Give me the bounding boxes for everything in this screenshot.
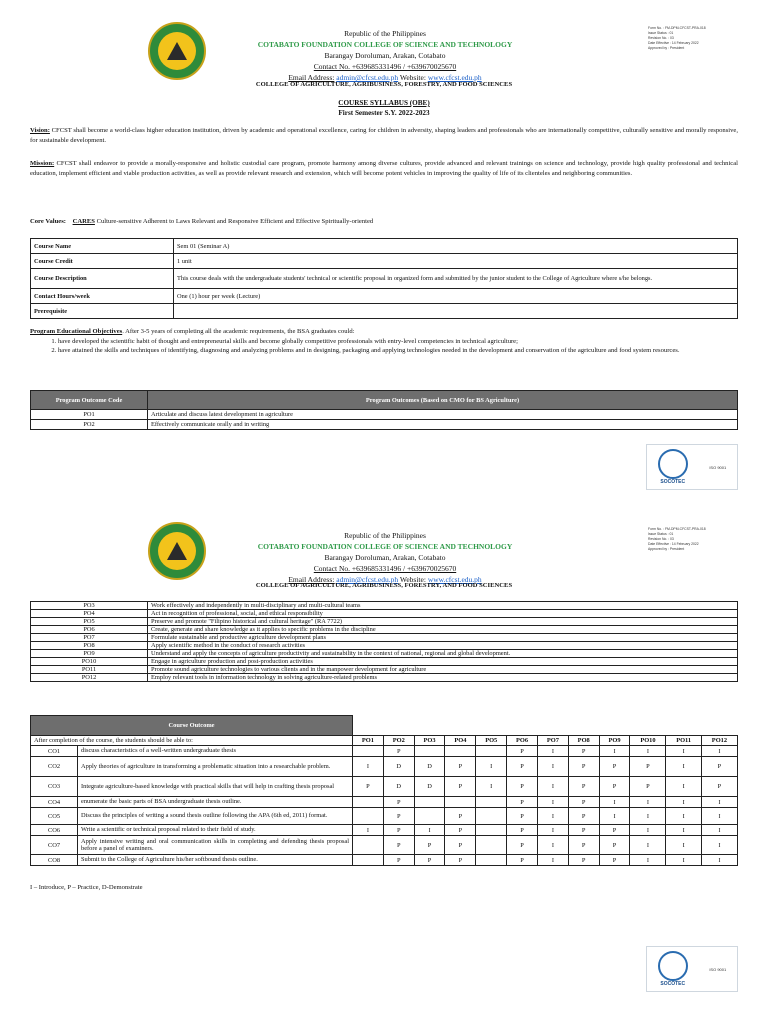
po-mapping-cell: P [445,757,476,777]
table-row [31,808,738,825]
po-mapping-cell [353,808,384,825]
college-seal-logo [148,22,206,80]
co-code: CO7 [31,836,78,855]
po-mapping-cell [476,746,507,757]
iso-certification-badge-2: SOCOTEC ISO 9001 [646,946,738,992]
po-mapping-cell [476,855,507,866]
co-description: Submit to the College of Agriculture his/her softbound thesis outline. [78,855,353,866]
po-mapping-cell: P [630,777,666,797]
po-mapping-cell: I [599,746,630,757]
contact-line: Contact No. +639685331496 / +639670025670 [313,62,457,71]
po-mapping-cell: P [701,777,737,797]
po-mapping-cell: P [568,825,599,836]
po-mapping-cell: I [537,777,568,797]
iso-certification-badge: SOCOTEC ISO 9001 [646,444,738,490]
po-mapping-cell: P [630,757,666,777]
po-mapping-cell: P [414,855,445,866]
table-row: PO4 Act in recognition of professional, social, and ethical responsibility [31,610,738,618]
co-description: Apply theories of agriculture in transforming a problematic situation into a researchable problem. [78,757,353,777]
table-row [31,836,738,855]
po-mapping-cell [414,746,445,757]
po-mapping-cell: I [701,825,737,836]
email-website-line: Email Address: admin@cfcst.edu.ph Website: www.cfcst.edu.ph [288,73,482,82]
certification-seal-icon [658,449,688,479]
po-mapping-cell: D [414,777,445,797]
po-mapping-cell: P [383,808,414,825]
po-mapping-cell: I [630,797,666,808]
po-mapping-cell [414,808,445,825]
co-code: CO5 [31,808,78,825]
po-mapping-cell: I [630,746,666,757]
po-mapping-cell [353,746,384,757]
institution-name: COTABATO FOUNDATION COLLEGE OF SCIENCE AND TECHNOLOGY [257,40,513,49]
po-mapping-cell: I [666,746,701,757]
table-row [31,855,738,866]
po-mapping-cell: I [666,855,701,866]
po-mapping-cell: P [568,777,599,797]
po-mapping-cell: P [353,777,384,797]
co-description: Discuss the principles of writing a sound thesis outline following the APA (6th ed, 2011) format. [78,808,353,825]
po-mapping-cell: I [701,797,737,808]
po-mapping-cell: I [701,836,737,855]
po-mapping-cell: P [445,855,476,866]
co-description: discuss characteristics of a well-written undergraduate thesis [78,746,353,757]
college-name: COLLEGE OF AGRICULTURE, AGRIBUSINESS, FORESTRY, AND FOOD SCIENCES [255,81,513,88]
table-row: PO7 Formulate sustainable and productive agriculture development plans [31,634,738,642]
po-mapping-cell: P [599,777,630,797]
po-mapping-cell: I [537,825,568,836]
po-mapping-cell: P [383,855,414,866]
po-mapping-cell [476,825,507,836]
letterhead [220,28,550,83]
po-mapping-cell: P [383,836,414,855]
po-mapping-cell: D [383,757,414,777]
table-row: Contact Hours/week One (1) hour per week (Lecture) [31,289,738,304]
po-mapping-cell: P [701,757,737,777]
list-item: 1. have developed the scientific habit of thought and entrepreneurial skills and become globally competitive professionals with entry-level competencies in technical agriculture; [58,337,738,346]
po-mapping-cell: P [414,836,445,855]
po-mapping-cell: P [599,836,630,855]
peo-list [30,337,738,355]
po-mapping-cell: I [537,808,568,825]
po-mapping-cell: I [537,797,568,808]
syllabus-title: COURSE SYLLABUS (OBE) First Semester S.Y. 2022-2023 [338,99,430,117]
table-row: PO2 Effectively communicate orally and in writing [31,420,738,430]
po-mapping-cell: P [507,825,538,836]
co-description: Integrate agriculture-based knowledge with practical skills that will help in crafting thesis proposal [78,777,353,797]
website-link[interactable]: www.cfcst.edu.ph [427,73,482,82]
table-row: PO9 Understand and apply the concepts of agriculture productivity and sustainability in the context of national, regional and global development. [31,650,738,658]
po-mapping-cell: I [414,825,445,836]
table-row [31,825,738,836]
core-values: Core Values: CARES Culture-sensitive Adherent to Laws Relevant and Responsive Efficient and Effective Spiritually-oriented [30,218,374,225]
republic-line: Republic of the Philippines [344,29,426,38]
po-mapping-cell: P [445,777,476,797]
po-mapping-cell: P [568,797,599,808]
table-row: PO11 Promote sound agriculture technologies to various clients and in the manpower development for agriculture [31,666,738,674]
po-mapping-cell: I [666,825,701,836]
po-mapping-cell: P [507,808,538,825]
website-link-2[interactable]: www.cfcst.edu.ph [427,575,482,584]
po-mapping-cell: P [568,836,599,855]
table-row: PO3 Work effectively and independently in multi-disciplinary and multi-cultural teams [31,602,738,610]
po-mapping-cell: P [445,808,476,825]
po-mapping-cell: D [383,777,414,797]
po-mapping-cell: P [599,825,630,836]
po-mapping-cell: I [701,808,737,825]
po-mapping-cell: I [353,757,384,777]
po-mapping-cell: I [666,797,701,808]
co-description: Apply intensive writing and oral communication skills in completing and defending thesis proposal before a panel of examiners. [78,836,353,855]
po-mapping-cell: P [445,825,476,836]
certification-seal-icon [658,951,688,981]
table-row: Course Credit 1 unit [31,254,738,269]
po-table-page1 [30,390,738,430]
po-mapping-cell: P [507,757,538,777]
po-table-page2 [30,601,738,682]
po-mapping-cell: P [599,757,630,777]
vision-paragraph: Vision: CFCST shall become a world-class higher education institution, driven by academic and operational excellence, caring for children in adversity, shaping leaders and professionals who are internationally competitive, culturally sensitive and morally responsive, for sustainable development. [30,127,738,144]
course-info-table [30,238,738,319]
table-row: PO12 Employ relevant tools in information technology in solving agriculture-related problems [31,674,738,682]
co-code: CO8 [31,855,78,866]
table-row: PO8 Apply scientific method in the conduct of research activities [31,642,738,650]
co-code: CO4 [31,797,78,808]
po-mapping-cell: P [507,855,538,866]
co-rows [31,746,738,866]
table-row: Prerequisite [31,304,738,319]
co-code: CO3 [31,777,78,797]
po-mapping-cell: I [701,855,737,866]
table-row: Course Name Sem 01 (Seminar A) [31,239,738,254]
letterhead-2: Republic of the Philippines COTABATO FOUNDATION COLLEGE OF SCIENCE AND TECHNOLOGY Barangay Doroluman, Arakan, Cotabato Contact No. +639685331496 / +639670025670 Email Address: admin@cfcst.edu.ph Website: www.cfcst.edu.ph [257,531,513,584]
table-row: After completion of the course, the students should be able to: PO1 PO2 PO3 PO4 PO5 PO6 PO7 PO8 PO9 PO10 PO11 PO12 [31,736,738,746]
po-mapping-cell: I [701,746,737,757]
po-mapping-cell: I [537,855,568,866]
po-mapping-cell: I [476,777,507,797]
po-mapping-cell [353,855,384,866]
table-row [31,746,738,757]
college-name-2: COLLEGE OF AGRICULTURE, AGRIBUSINESS, FORESTRY, AND FOOD SCIENCES [255,582,513,589]
table-row: PO6 Create, generate and share knowledge as it applies to specific problems in the discipline [31,626,738,634]
po-mapping-cell: P [507,836,538,855]
list-item: 2. have attained the skills and techniques of identifying, diagnosing and analyzing problems and in designing, packaging and applying technologies needed in the development and conservation of the agriculture and food system resources. [58,346,738,355]
po-mapping-cell: P [507,746,538,757]
po-mapping-cell [353,797,384,808]
po-mapping-cell [445,797,476,808]
po-mapping-cell: P [568,808,599,825]
po-mapping-cell: I [630,808,666,825]
po-mapping-cell: I [666,836,701,855]
email-link-2[interactable]: admin@cfcst.edu.ph [336,575,399,584]
po-mapping-cell: P [507,797,538,808]
table-row: Course Description This course deals with the undergraduate students' technical or scientific proposal in organized form and submitted by the junior student to the College of Agriculture where s/he belongs. [31,269,738,289]
po-mapping-cell: I [537,746,568,757]
co-code: CO2 [31,757,78,777]
po-mapping-cell: P [568,746,599,757]
po-mapping-cell: I [630,825,666,836]
po-mapping-cell: P [383,797,414,808]
po-mapping-cell: P [568,757,599,777]
table-row [31,757,738,777]
email-link[interactable]: admin@cfcst.edu.ph [336,73,399,82]
college-seal-logo-2 [148,522,206,580]
legend: I – Introduce, P – Practice, D-Demonstrate [30,884,143,891]
po-mapping-cell: I [666,777,701,797]
form-meta-2: Form No. : FM-DPM-CFCST-PRA-018 Issue Status : 01 Revision No. : 03 Date Effective : 14 February 2022 Approved by : President [648,527,706,551]
po-mapping-cell: P [383,746,414,757]
po-mapping-cell: I [666,757,701,777]
form-meta: Form No. : FM-DPM-CFCST-PRA-018 Issue Status : 01 Revision No. : 03 Date Effective : 14 February 2022 Approved by : President [648,26,706,50]
po-mapping-cell: P [599,855,630,866]
po-mapping-cell: I [537,757,568,777]
po-mapping-cell: I [666,808,701,825]
table-row [31,797,738,808]
po-mapping-cell: I [599,808,630,825]
po-mapping-cell: P [568,855,599,866]
po-mapping-cell: I [599,797,630,808]
table-row: PO1 Articulate and discuss latest development in agriculture [31,410,738,420]
po-mapping-cell: P [507,777,538,797]
po-mapping-cell: I [630,836,666,855]
co-code: CO1 [31,746,78,757]
table-header-row: Program Outcome Code Program Outcomes (Based on CMO for BS Agriculture) [31,391,738,410]
po-mapping-cell: I [353,825,384,836]
mission-paragraph: Mission: CFCST shall endeavor to provide a morally-responsive and holistic custodial care program, promote harmony among diverse cultures, provide advanced and relevant trainings on science and technology, provide high quality professional and technical education, implement efficient and viable production activities, as well as provide relevant research and extension, which will become potent vehicles in improving the quality of life of its clienteles and neighboring communities. [30,160,738,177]
po-mapping-cell: P [445,836,476,855]
table-row [31,777,738,797]
course-outcome-table [30,715,738,866]
po-mapping-cell: I [476,757,507,777]
table-row: PO10 Engage in agriculture production and post-production activities [31,658,738,666]
co-code: CO6 [31,825,78,836]
table-header-row: Course Outcome [31,716,738,736]
co-description: enumerate the basic parts of BSA undergraduate thesis outline. [78,797,353,808]
address-line: Barangay Doroluman, Arakan, Cotabato [324,51,446,60]
co-description: Write a scientific or technical proposal related to their field of study. [78,825,353,836]
po-mapping-cell: I [630,855,666,866]
po-mapping-cell [353,836,384,855]
po-mapping-cell [414,797,445,808]
po-mapping-cell [445,746,476,757]
peo-section: Program Educational Objectives. After 3-5 years of completing all the academic requirements, the BSA graduates could: 1. have developed the scientific habit of thought and entrepreneurial skills and become globally competitive professionals with entry-level competencies in technical agriculture; 2. have attained the skills and techniques of identifying, diagnosing and analyzing problems and in designing, packaging and applying technologies needed in the development and conservation of the agriculture and food system resources. [30,327,738,355]
po-mapping-cell: P [383,825,414,836]
po-mapping-cell: D [414,757,445,777]
po-mapping-cell [476,808,507,825]
po-mapping-cell [476,797,507,808]
po-mapping-cell [476,836,507,855]
po-mapping-cell: I [537,836,568,855]
table-row: PO5 Preserve and promote "Filipino historical and cultural heritage" (RA 7722) [31,618,738,626]
